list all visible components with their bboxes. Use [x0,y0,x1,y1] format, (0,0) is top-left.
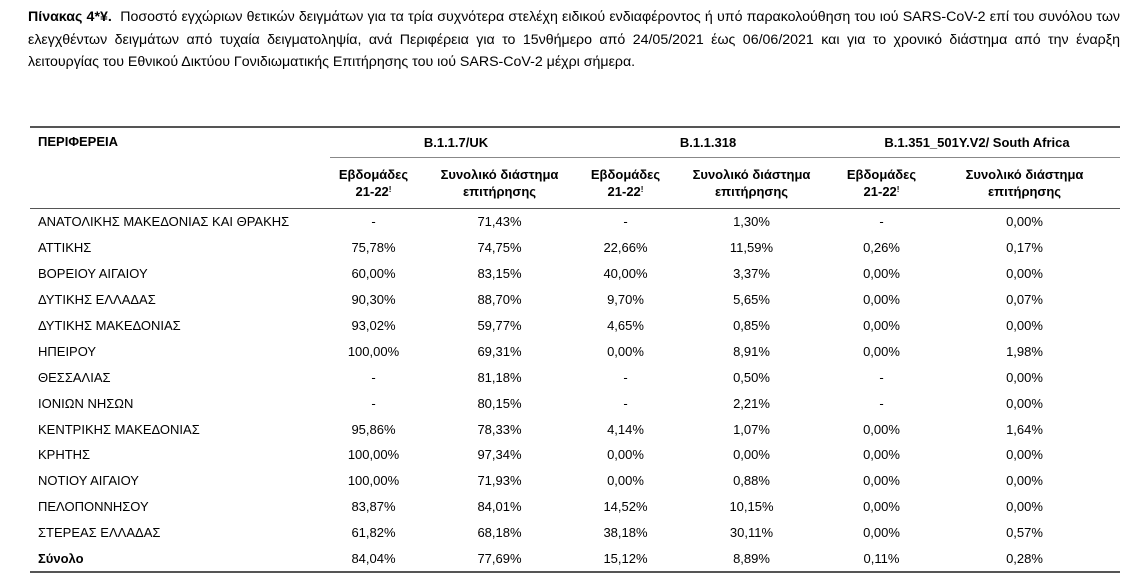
value-cell: 97,34% [477,447,522,463]
value-cell: 0,00% [607,343,644,359]
value-cell: 8,89% [669,546,834,573]
value-cell: 0,00% [1006,499,1043,515]
sub-header-total-period: Συνολικό διάστημα επιτήρησης [669,158,834,209]
value-cell: 1,07% [733,421,770,437]
sub-header-weeks: Εβδομάδες 21-22! [582,158,669,209]
value-cell: 0,00% [863,318,900,333]
value-cell: 38,18% [603,525,648,541]
value-cell: 84,01% [477,499,522,515]
value-cell: 1,64% [1006,421,1043,437]
value-cell: - [623,214,628,230]
value-cell: - [879,369,884,385]
value-cell: 71,93% [477,473,522,489]
value-cell: 0,00% [1006,266,1043,282]
value-cell: 0,00% [1006,447,1043,463]
variants-table [30,126,1120,573]
value-cell: 0,00% [863,525,900,541]
value-cell: - [371,214,376,230]
value-cell: 40,00% [603,266,648,282]
value-cell: 0,07% [1006,292,1043,308]
group-header-south-africa: B.1.351_501Y.V2/ South Africa [834,127,1120,158]
value-cell: 100,00% [347,447,400,463]
sub-header-weeks: Εβδομάδες 21-22! [330,158,417,209]
value-cell: 0,00% [1006,473,1043,489]
region-column-header: ΠΕΡΙΦΕΡΕΙΑ [30,127,330,209]
value-cell: 61,82% [351,525,396,541]
value-cell: 0,85% [733,318,770,333]
value-cell: 0,00% [863,343,900,359]
group-header-uk: B.1.1.7/UK [330,127,582,158]
value-cell: 69,31% [477,343,522,359]
value-cell: 0,57% [1006,525,1043,541]
value-cell: 100,00% [347,343,400,359]
value-cell: 1,98% [1006,343,1043,359]
value-cell: 10,15% [729,499,774,515]
region-name: ΘΕΣΣΑΛΙΑΣ [38,369,111,385]
value-cell: 0,00% [607,473,644,489]
region-name: ΑΝΑΤΟΛΙΚΗΣ ΜΑΚΕΔΟΝΙΑΣ ΚΑΙ ΘΡΑΚΗΣ [38,214,290,230]
table-row [30,416,1120,442]
value-cell: 4,65% [607,318,644,333]
table-row [30,338,1120,364]
value-cell: 0,88% [733,473,770,489]
value-cell: 0,11% [834,546,929,573]
group-header-row [30,127,1120,158]
value-cell: 5,65% [733,292,770,308]
region-name: ΠΕΛΟΠΟΝΝΗΣΟΥ [38,499,149,515]
value-cell: 9,70% [607,292,644,308]
region-name: ΙΟΝΙΩΝ ΝΗΣΩΝ [38,395,134,411]
value-cell: 14,52% [603,499,648,515]
region-name: ΑΤΤΙΚΗΣ [38,240,92,256]
value-cell: 0,00% [1006,395,1043,411]
value-cell: 68,18% [477,525,522,541]
table-row [30,209,1120,235]
region-name: ΝΟΤΙΟΥ ΑΙΓΑΙΟΥ [38,473,139,489]
group-header-b11318: B.1.1.318 [582,127,834,158]
region-name: ΗΠΕΙΡΟΥ [38,343,97,359]
value-cell: 95,86% [351,421,396,437]
region-name: ΚΕΝΤΡΙΚΗΣ ΜΑΚΕΔΟΝΙΑΣ [38,421,200,437]
value-cell: 90,30% [351,292,396,308]
region-name: ΔΥΤΙΚΗΣ ΕΛΛΑΔΑΣ [38,292,156,308]
value-cell: - [623,369,628,385]
region-name: ΚΡΗΤΗΣ [38,447,91,463]
sub-header-total-period: Συνολικό διάστημα επιτήρησης [929,158,1120,209]
table-row [30,287,1120,313]
value-cell: 0,00% [863,447,900,463]
value-cell: 93,02% [351,318,396,333]
value-cell: 0,00% [733,447,770,463]
table-caption [28,6,1120,74]
total-label: Σύνολο [30,546,330,573]
value-cell: 8,91% [733,343,770,359]
caption-label: Πίνακας 4*¥. [28,9,112,25]
value-cell: - [371,395,376,411]
value-cell: 0,00% [607,447,644,463]
value-cell: 75,78% [351,240,396,256]
value-cell: - [879,214,884,230]
sub-header-weeks: Εβδομάδες 21-22! [834,158,929,209]
value-cell: 59,77% [477,318,522,333]
value-cell: 81,18% [477,369,522,385]
table-row [30,494,1120,520]
value-cell: 0,00% [863,292,900,308]
value-cell: 15,12% [582,546,669,573]
value-cell: 0,28% [929,546,1120,573]
region-name: ΔΥΤΙΚΗΣ ΜΑΚΕΔΟΝΙΑΣ [38,318,181,333]
value-cell: 11,59% [729,240,774,256]
value-cell: 0,00% [1006,318,1043,333]
sub-header-total-period: Συνολικό διάστημα επιτήρησης [417,158,582,209]
value-cell: 88,70% [477,292,522,308]
value-cell: - [371,369,376,385]
value-cell: 77,69% [417,546,582,573]
value-cell: 1,30% [733,214,770,230]
value-cell: 0,50% [733,369,770,385]
value-cell: - [879,395,884,411]
value-cell: 100,00% [347,473,400,489]
value-cell: 2,21% [733,395,770,411]
table-row [30,261,1120,287]
value-cell: 4,14% [607,421,644,437]
table-row [30,442,1120,468]
table-row [30,468,1120,494]
value-cell: 78,33% [477,421,522,437]
value-cell: 83,87% [351,499,396,515]
value-cell: 0,00% [863,473,900,489]
table-row [30,235,1120,261]
value-cell: 3,37% [733,266,770,282]
value-cell: 0,00% [1006,369,1043,385]
table-body [30,209,1120,573]
table-row [30,313,1120,339]
value-cell: 84,04% [330,546,417,573]
value-cell: 0,00% [863,266,900,282]
table-row [30,390,1120,416]
value-cell: 22,66% [603,240,648,256]
region-name: ΣΤΕΡΕΑΣ ΕΛΛΑΔΑΣ [38,525,161,541]
caption-text: Ποσοστό εγχώριων θετικών δειγμάτων για τα τρία συχνότερα στελέχη ειδικού ενδιαφέροντος ή υπό παρακολούθηση του ιού SARS-CoV-2 επί του συνόλου των ελεγχθέντων δειγμάτων από τυχαία δειγματοληψία, ανά Περιφέρεια για το 15νθήμερο από 24/05/2021 έως 06/06/2021 και για το χρονικό διάστημα από την έναρξη λειτουργίας του Εθνικού Δικτύου Γονιδιωματικής Επιτήρησης του ιού SARS-CoV-2 μέχρι σήμερα. [28,9,1120,71]
value-cell: 30,11% [729,525,774,541]
region-name: ΒΟΡΕΙΟΥ ΑΙΓΑΙΟΥ [38,266,148,282]
value-cell: 0,00% [863,499,900,515]
value-cell: 80,15% [477,395,522,411]
value-cell: 0,00% [1006,214,1043,230]
value-cell: 0,17% [1006,240,1043,256]
value-cell: 0,26% [863,240,900,256]
table-row [30,520,1120,546]
value-cell: - [623,395,628,411]
value-cell: 83,15% [477,266,522,282]
table-row [30,364,1120,390]
value-cell: 71,43% [477,214,522,230]
value-cell: 0,00% [863,421,900,437]
total-row [30,546,1120,573]
value-cell: 74,75% [477,240,522,256]
value-cell: 60,00% [351,266,396,282]
